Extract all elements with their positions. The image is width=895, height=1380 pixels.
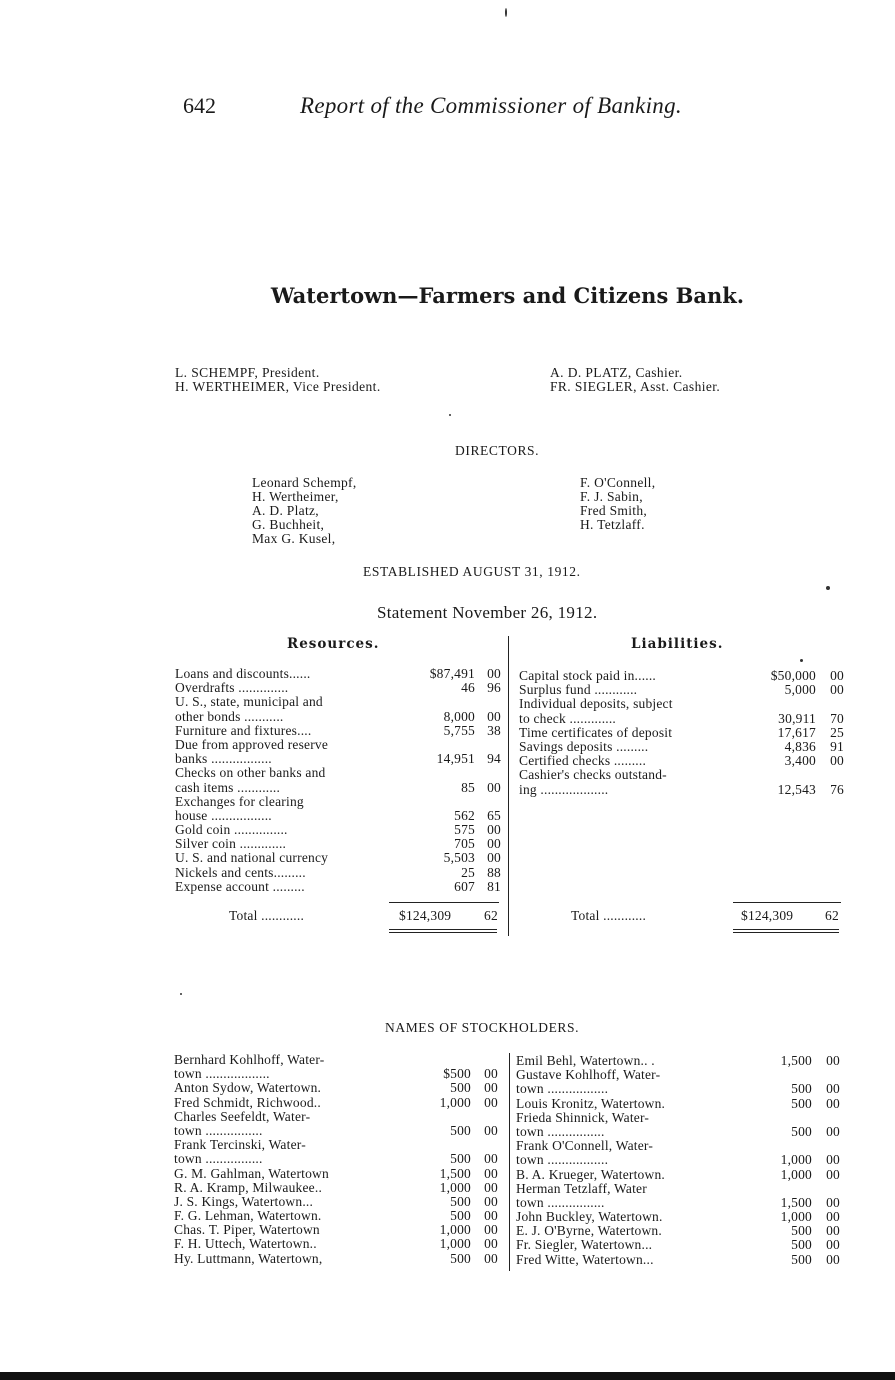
liabilities-table xyxy=(519,669,846,797)
established-date: ESTABLISHED AUGUST 31, 1912. xyxy=(363,564,581,579)
director-name: H. Tetzlaff. xyxy=(580,517,645,532)
row-label: Furniture and fixtures.... xyxy=(175,722,312,738)
row-label: other bonds ........... xyxy=(175,708,284,724)
table-row xyxy=(519,683,846,697)
stockholder-name: F. H. Uttech, Watertown.. xyxy=(174,1236,317,1252)
stock-cents: 00 xyxy=(484,1179,498,1195)
stock-amount: 500 xyxy=(450,1122,471,1138)
row-amount: 46 xyxy=(461,680,475,696)
row-amount: $87,491 xyxy=(429,666,475,681)
column-divider xyxy=(508,636,509,936)
stock-amount: 500 xyxy=(450,1250,471,1266)
statement-title: Statement November 26, 1912. xyxy=(377,603,598,622)
list-item xyxy=(516,1168,842,1182)
total-rule xyxy=(389,902,499,903)
list-item xyxy=(174,1081,501,1095)
stockholders-left xyxy=(174,1053,501,1266)
table-row xyxy=(175,809,505,823)
row-amount: 575 xyxy=(454,822,475,838)
row-cents: 91 xyxy=(830,738,844,754)
stock-cents: 00 xyxy=(826,1251,840,1267)
list-item xyxy=(516,1111,842,1125)
director-name: F. O'Connell, xyxy=(580,475,656,490)
total-double-rule xyxy=(389,932,497,933)
stockholder-name: town ................. xyxy=(516,1081,609,1097)
row-label: Individual deposits, subject xyxy=(519,696,673,712)
table-row xyxy=(175,851,505,865)
stock-cents: 00 xyxy=(484,1080,498,1096)
row-cents: 00 xyxy=(487,708,501,724)
list-item xyxy=(516,1182,842,1196)
row-label: to check ............. xyxy=(519,710,617,726)
stock-amount: 500 xyxy=(791,1251,812,1267)
stock-cents: 00 xyxy=(826,1209,840,1225)
stock-amount: 1,000 xyxy=(439,1094,471,1110)
list-item xyxy=(174,1252,501,1266)
table-row xyxy=(175,880,505,894)
column-divider xyxy=(509,1053,510,1271)
row-label: Due from approved reserve xyxy=(175,736,329,752)
row-label: U. S., state, municipal and xyxy=(175,694,323,710)
row-cents: 00 xyxy=(487,822,501,838)
list-item xyxy=(516,1125,842,1139)
stockholder-name: Fred Witte, Watertown... xyxy=(516,1251,654,1267)
stock-amount: $500 xyxy=(443,1066,471,1082)
director-name: G. Buchheit, xyxy=(252,517,325,532)
row-cents: 00 xyxy=(487,836,501,852)
stockholder-name: Frank Tercinski, Water- xyxy=(174,1137,306,1153)
table-row xyxy=(175,695,505,709)
table-row xyxy=(519,740,846,754)
stockholders-heading: NAMES OF STOCKHOLDERS. xyxy=(385,1020,580,1035)
table-row xyxy=(519,768,846,782)
row-label: Cashier's checks outstand- xyxy=(519,767,667,783)
table-row xyxy=(175,781,505,795)
stock-amount: 500 xyxy=(450,1208,471,1224)
stock-cents: 00 xyxy=(484,1094,498,1110)
stockholder-name: F. G. Lehman, Watertown. xyxy=(174,1208,322,1224)
stock-cents: 00 xyxy=(826,1081,840,1097)
row-label: Nickels and cents......... xyxy=(175,864,306,880)
stock-amount: 1,500 xyxy=(439,1165,471,1181)
row-amount: 4,836 xyxy=(784,738,816,754)
stockholder-name: Fred Schmidt, Richwood.. xyxy=(174,1094,321,1110)
row-amount: 8,000 xyxy=(443,708,475,724)
liabilities-total-label: Total ............ xyxy=(571,908,647,923)
row-cents: 76 xyxy=(830,781,844,797)
stock-cents: 00 xyxy=(484,1208,498,1224)
stock-cents: 00 xyxy=(826,1194,840,1210)
stock-cents: 00 xyxy=(484,1222,498,1238)
table-row xyxy=(175,738,505,752)
row-label: Silver coin ............. xyxy=(175,836,287,852)
stockholder-name: Bernhard Kohlhoff, Water- xyxy=(174,1052,325,1067)
stock-amount: 500 xyxy=(791,1237,812,1253)
stock-cents: 00 xyxy=(826,1166,840,1182)
stock-cents: 00 xyxy=(826,1053,840,1068)
row-cents: 70 xyxy=(830,710,844,726)
list-item xyxy=(516,1139,842,1153)
officer-line: FR. SIEGLER, Asst. Cashier. xyxy=(550,379,721,394)
liabilities-total-amount: $124,309 xyxy=(741,908,794,923)
officer-line: L. SCHEMPF, President. xyxy=(175,365,320,380)
row-amount: 705 xyxy=(454,836,475,852)
row-label: Time certificates of deposit xyxy=(519,724,673,740)
stock-cents: 00 xyxy=(484,1151,498,1167)
row-cents: 94 xyxy=(487,751,501,767)
stock-cents: 00 xyxy=(826,1237,840,1253)
stock-amount: 500 xyxy=(791,1123,812,1139)
row-label: ing ................... xyxy=(519,781,609,797)
list-item xyxy=(174,1138,501,1152)
list-item xyxy=(174,1237,501,1251)
row-amount: 85 xyxy=(461,779,475,795)
row-label: Overdrafts .............. xyxy=(175,680,289,696)
table-row xyxy=(175,823,505,837)
row-label: Savings deposits ......... xyxy=(519,738,649,754)
stock-cents: 00 xyxy=(484,1193,498,1209)
row-cents: 00 xyxy=(487,666,501,681)
stockholder-name: G. M. Gahlman, Watertown xyxy=(174,1165,329,1181)
stock-amount: 500 xyxy=(791,1223,812,1239)
page-bottom-edge xyxy=(0,1372,895,1380)
stockholder-name: Fr. Siegler, Watertown... xyxy=(516,1237,653,1253)
row-cents: 00 xyxy=(487,850,501,866)
table-row xyxy=(519,726,846,740)
stockholder-name: Hy. Luttmann, Watertown, xyxy=(174,1250,323,1266)
resources-total-cents: 62 xyxy=(484,908,498,923)
list-item xyxy=(174,1195,501,1209)
stockholder-name: town ................ xyxy=(516,1123,605,1139)
list-item xyxy=(174,1053,501,1067)
directors-right xyxy=(580,476,655,532)
stock-cents: 00 xyxy=(484,1122,498,1138)
row-label: Expense account ......... xyxy=(175,878,305,894)
officers-left xyxy=(175,366,381,394)
row-cents: 00 xyxy=(830,753,844,769)
officers-right xyxy=(550,366,720,394)
row-amount: 5,755 xyxy=(443,722,475,738)
scan-speck xyxy=(800,659,803,662)
row-label: Certified checks ......... xyxy=(519,753,647,769)
list-item xyxy=(516,1238,842,1252)
scan-speck xyxy=(505,8,507,17)
row-amount: 607 xyxy=(454,878,475,894)
row-amount: 25 xyxy=(461,864,475,880)
resources-total-amount: $124,309 xyxy=(399,908,452,923)
resources-heading: Resources. xyxy=(287,636,380,652)
stock-amount: 1,000 xyxy=(780,1209,812,1225)
row-amount: 562 xyxy=(454,807,475,823)
officer-line: A. D. PLATZ, Cashier. xyxy=(550,365,683,380)
row-label: Exchanges for clearing xyxy=(175,793,304,809)
row-label: banks ................. xyxy=(175,751,272,767)
list-item xyxy=(174,1181,501,1195)
table-row xyxy=(519,712,846,726)
director-name: Fred Smith, xyxy=(580,503,648,518)
row-cents: 88 xyxy=(487,864,501,880)
stock-amount: 1,000 xyxy=(780,1166,812,1182)
table-row xyxy=(175,710,505,724)
row-label: Loans and discounts...... xyxy=(175,666,311,681)
stock-amount: 500 xyxy=(450,1193,471,1209)
director-name: F. J. Sabin, xyxy=(580,489,643,504)
stock-amount: 500 xyxy=(791,1095,812,1111)
stock-cents: 00 xyxy=(484,1250,498,1266)
director-name: Max G. Kusel, xyxy=(252,531,336,546)
stockholder-name: Frieda Shinnick, Water- xyxy=(516,1109,650,1125)
stock-amount: 500 xyxy=(791,1081,812,1097)
stock-cents: 00 xyxy=(484,1066,498,1082)
row-amount: $50,000 xyxy=(770,668,816,683)
stock-cents: 00 xyxy=(484,1165,498,1181)
stockholder-name: Charles Seefeldt, Water- xyxy=(174,1108,311,1124)
stock-cents: 00 xyxy=(826,1152,840,1168)
stock-amount: 500 xyxy=(450,1080,471,1096)
stock-amount: 1,500 xyxy=(780,1194,812,1210)
list-item xyxy=(174,1209,501,1223)
row-cents: 65 xyxy=(487,807,501,823)
liabilities-heading: Liabilities. xyxy=(631,636,724,652)
officer-line: H. WERTHEIMER, Vice President. xyxy=(175,379,381,394)
list-item xyxy=(516,1210,842,1224)
list-item xyxy=(516,1082,842,1096)
scan-speck xyxy=(180,993,182,995)
table-row xyxy=(175,795,505,809)
row-cents: 38 xyxy=(487,722,501,738)
table-row xyxy=(519,783,846,797)
director-name: H. Wertheimer, xyxy=(252,489,339,504)
list-item xyxy=(174,1096,501,1110)
row-amount: 3,400 xyxy=(784,753,816,769)
stockholder-name: Anton Sydow, Watertown. xyxy=(174,1080,322,1096)
row-label: Surplus fund ............ xyxy=(519,682,638,698)
directors-left xyxy=(252,476,357,546)
stockholder-name: Gustave Kohlhoff, Water- xyxy=(516,1067,661,1083)
list-item xyxy=(174,1152,501,1166)
stockholder-name: E. J. O'Byrne, Watertown. xyxy=(516,1223,662,1239)
stockholder-name: B. A. Krueger, Watertown. xyxy=(516,1166,665,1182)
row-label: cash items ............ xyxy=(175,779,281,795)
table-row xyxy=(175,866,505,880)
table-row xyxy=(175,766,505,780)
stock-amount: 1,500 xyxy=(780,1053,812,1068)
row-label: Capital stock paid in...... xyxy=(519,668,657,683)
row-cents: 00 xyxy=(830,668,844,683)
table-row xyxy=(175,724,505,738)
list-item xyxy=(174,1110,501,1124)
table-row xyxy=(175,752,505,766)
row-cents: 00 xyxy=(830,682,844,698)
director-name: Leonard Schempf, xyxy=(252,475,357,490)
total-double-rule xyxy=(733,932,839,933)
page-number: 642 xyxy=(183,93,216,118)
table-row xyxy=(519,669,846,683)
row-label: Checks on other banks and xyxy=(175,765,326,781)
stock-amount: 500 xyxy=(450,1151,471,1167)
stock-cents: 00 xyxy=(826,1223,840,1239)
stock-amount: 1,000 xyxy=(439,1222,471,1238)
running-title: Report of the Commissioner of Banking. xyxy=(300,93,682,118)
list-item xyxy=(516,1054,842,1068)
stockholder-name: town ................ xyxy=(516,1194,605,1210)
stockholder-name: R. A. Kramp, Milwaukee.. xyxy=(174,1179,323,1195)
row-label: U. S. and national currency xyxy=(175,850,329,866)
list-item xyxy=(174,1167,501,1181)
table-row xyxy=(175,681,505,695)
stockholder-name: John Buckley, Watertown. xyxy=(516,1209,663,1225)
row-amount: 14,951 xyxy=(436,751,475,767)
stockholder-name: town ................ xyxy=(174,1122,263,1138)
table-row xyxy=(519,697,846,711)
row-amount: 30,911 xyxy=(778,710,816,726)
stockholder-name: Chas. T. Piper, Watertown xyxy=(174,1222,320,1238)
stock-cents: 00 xyxy=(826,1123,840,1139)
stock-cents: 00 xyxy=(484,1236,498,1252)
row-cents: 96 xyxy=(487,680,501,696)
stockholder-name: Louis Kronitz, Watertown. xyxy=(516,1095,666,1111)
row-amount: 5,503 xyxy=(443,850,475,866)
liabilities-total-cents: 62 xyxy=(825,908,839,923)
total-double-rule xyxy=(389,929,497,930)
stockholder-name: Herman Tetzlaff, Water xyxy=(516,1180,647,1196)
total-double-rule xyxy=(733,929,839,930)
stockholders-right xyxy=(516,1054,842,1267)
list-item xyxy=(516,1068,842,1082)
row-amount: 12,543 xyxy=(777,781,816,797)
row-cents: 25 xyxy=(830,724,844,740)
list-item xyxy=(174,1223,501,1237)
row-label: house ................. xyxy=(175,807,272,823)
table-row xyxy=(519,754,846,768)
list-item xyxy=(516,1224,842,1238)
directors-heading: DIRECTORS. xyxy=(455,443,540,458)
bank-title: Watertown—Farmers and Citizens Bank. xyxy=(270,283,745,308)
list-item xyxy=(174,1124,501,1138)
resources-total-label: Total ............ xyxy=(229,908,305,923)
total-rule xyxy=(733,902,841,903)
list-item xyxy=(516,1153,842,1167)
stock-amount: 1,000 xyxy=(780,1152,812,1168)
director-name: A. D. Platz, xyxy=(252,503,319,518)
row-amount: 5,000 xyxy=(784,682,816,698)
stock-amount: 1,000 xyxy=(439,1236,471,1252)
row-amount: 17,617 xyxy=(777,724,816,740)
list-item xyxy=(516,1097,842,1111)
list-item xyxy=(516,1196,842,1210)
table-row xyxy=(175,667,505,681)
row-label: Gold coin ............... xyxy=(175,822,288,838)
stockholder-name: town ................ xyxy=(174,1151,263,1167)
resources-table xyxy=(175,667,505,894)
stockholder-name: town .................. xyxy=(174,1066,270,1082)
scan-speck xyxy=(449,414,451,416)
table-row xyxy=(175,837,505,851)
stockholder-name: Frank O'Connell, Water- xyxy=(516,1138,654,1154)
stock-cents: 00 xyxy=(826,1095,840,1111)
stockholder-name: Emil Behl, Watertown.. . xyxy=(516,1053,655,1068)
scan-speck xyxy=(826,586,830,590)
stock-amount: 1,000 xyxy=(439,1179,471,1195)
list-item xyxy=(174,1067,501,1081)
list-item xyxy=(516,1253,842,1267)
stockholder-name: J. S. Kings, Watertown... xyxy=(174,1193,314,1209)
stockholder-name: town ................. xyxy=(516,1152,609,1168)
row-cents: 00 xyxy=(487,779,501,795)
row-cents: 81 xyxy=(487,878,501,894)
